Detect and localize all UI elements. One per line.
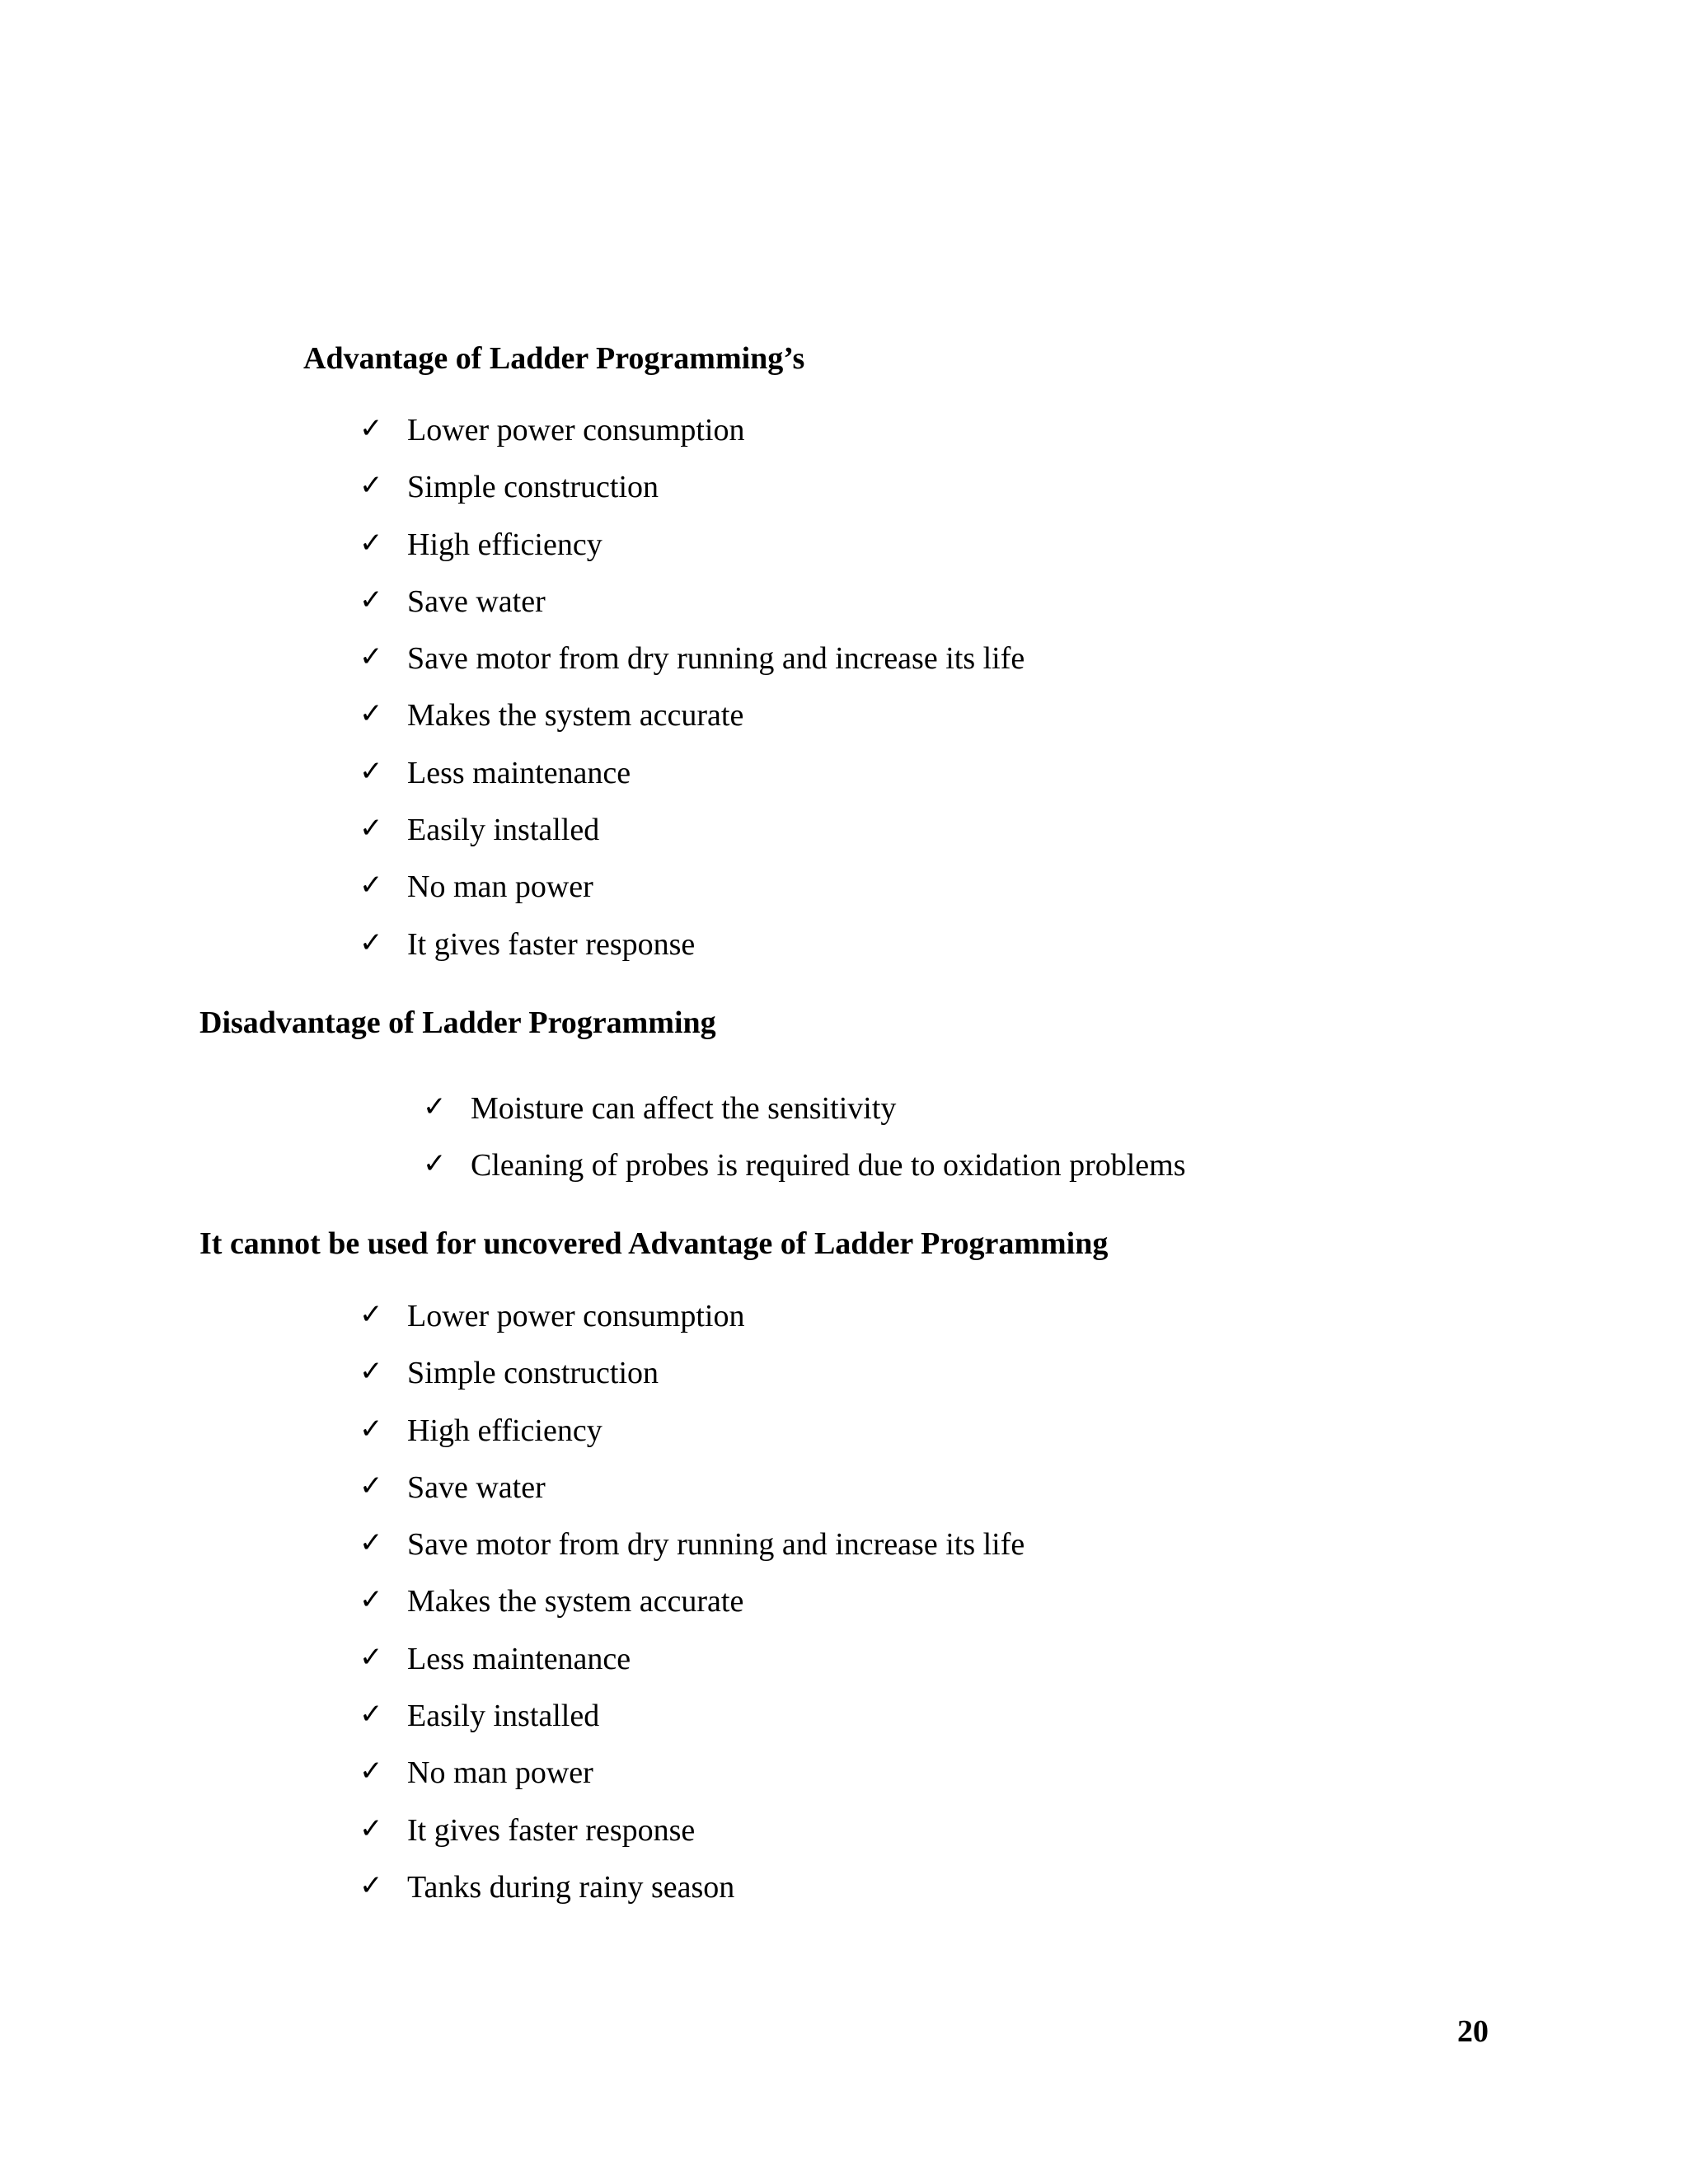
checkmark-icon: ✓ xyxy=(359,1698,383,1732)
checkmark-icon: ✓ xyxy=(359,640,383,674)
list-item-text: Save motor from dry running and increase its life xyxy=(407,1527,1025,1563)
checkmark-icon: ✓ xyxy=(359,926,383,959)
checkmark-icon: ✓ xyxy=(359,1469,383,1502)
checkmark-icon: ✓ xyxy=(359,869,383,902)
checkmark-icon: ✓ xyxy=(359,583,383,616)
checkmark-icon: ✓ xyxy=(359,1640,383,1674)
list-item-text: Lower power consumption xyxy=(407,1299,745,1333)
checkmark-icon: ✓ xyxy=(359,697,383,731)
section-heading-disadvantages: Disadvantage of Ladder Programming xyxy=(199,1005,716,1040)
checkmark-icon: ✓ xyxy=(359,1526,383,1560)
checkmark-icon: ✓ xyxy=(359,1298,383,1331)
list-item-text: Makes the system accurate xyxy=(407,698,744,733)
checkmark-icon: ✓ xyxy=(359,412,383,445)
checkmark-icon: ✓ xyxy=(359,1583,383,1617)
checkmark-icon: ✓ xyxy=(359,754,383,788)
list-item-text: Easily installed xyxy=(407,813,600,848)
list-item-text: Moisture can affect the sensitivity xyxy=(471,1091,897,1126)
list-item-text: It gives faster response xyxy=(407,926,696,962)
checkmark-icon: ✓ xyxy=(359,812,383,846)
list-item-text: Lower power consumption xyxy=(407,413,745,448)
list-item-text: No man power xyxy=(407,869,593,905)
checkmark-icon: ✓ xyxy=(359,1412,383,1446)
list-item-text: High efficiency xyxy=(407,527,603,562)
checkmark-icon: ✓ xyxy=(423,1147,447,1181)
checkmark-icon: ✓ xyxy=(359,1755,383,1788)
list-item-text: Cleaning of probes is required due to oxidation problems xyxy=(471,1148,1186,1183)
list-item-text: Less maintenance xyxy=(407,755,631,790)
checkmark-icon: ✓ xyxy=(359,526,383,560)
list-item-text: Simple construction xyxy=(407,1356,659,1391)
section-heading-uncovered: It cannot be used for uncovered Advantage of Ladder Programming xyxy=(199,1226,1109,1261)
list-item-text: Save water xyxy=(407,1469,546,1505)
list-item-text: It gives faster response xyxy=(407,1812,696,1848)
checkmark-icon: ✓ xyxy=(359,1868,383,1902)
list-item-text: Save motor from dry running and increase its life xyxy=(407,641,1025,677)
checkmark-icon: ✓ xyxy=(359,469,383,503)
section-heading-advantages: Advantage of Ladder Programming’s xyxy=(303,341,805,376)
list-item-text: Simple construction xyxy=(407,470,659,505)
list-item-text: Tanks during rainy season xyxy=(407,1869,735,1905)
checkmark-icon: ✓ xyxy=(423,1090,447,1123)
checkmark-icon: ✓ xyxy=(359,1355,383,1389)
page-number: 20 xyxy=(1457,2014,1489,2049)
checkmark-icon: ✓ xyxy=(359,1811,383,1845)
list-item-text: Makes the system accurate xyxy=(407,1584,744,1619)
list-item-text: Less maintenance xyxy=(407,1641,631,1676)
list-item-text: No man power xyxy=(407,1755,593,1791)
list-item-text: Save water xyxy=(407,583,546,619)
list-item-text: High efficiency xyxy=(407,1413,603,1448)
list-item-text: Easily installed xyxy=(407,1699,600,1734)
